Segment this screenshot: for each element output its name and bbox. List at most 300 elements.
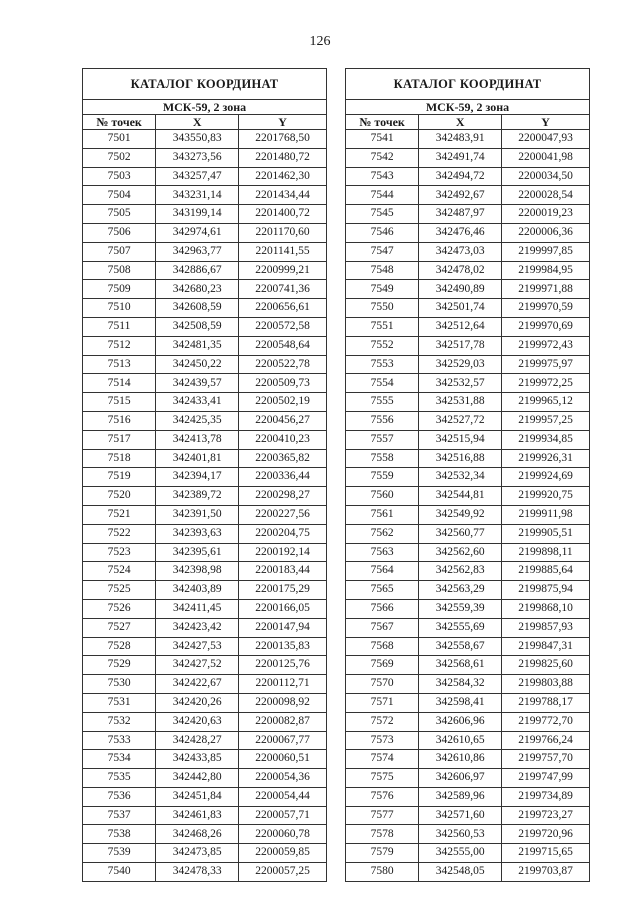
- table-row: [83, 712, 327, 731]
- y-coordinate-cell: 2201480,72: [239, 148, 327, 167]
- y-coordinate-cell: 2199868,10: [502, 599, 590, 618]
- table-row: [346, 787, 590, 806]
- y-coordinate-cell: 2200060,51: [239, 750, 327, 769]
- table-row: [346, 769, 590, 788]
- x-coordinate-cell: 342598,41: [419, 693, 502, 712]
- point-number-cell: 7570: [346, 675, 419, 694]
- y-coordinate-cell: 2200135,83: [239, 637, 327, 656]
- y-coordinate-cell: 2201400,72: [239, 205, 327, 224]
- table-row: [83, 355, 327, 374]
- x-coordinate-cell: 342420,26: [156, 693, 239, 712]
- y-coordinate-cell: 2199857,93: [502, 618, 590, 637]
- point-number-cell: 7569: [346, 656, 419, 675]
- y-coordinate-cell: 2200057,25: [239, 863, 327, 882]
- y-coordinate-cell: 2200410,23: [239, 430, 327, 449]
- y-coordinate-cell: 2200166,05: [239, 599, 327, 618]
- x-coordinate-cell: 342527,72: [419, 411, 502, 430]
- x-coordinate-cell: 342562,60: [419, 543, 502, 562]
- column-header-y: Y: [502, 115, 590, 130]
- y-coordinate-cell: 2199898,11: [502, 543, 590, 562]
- coordinate-system-zone: МСК-59, 2 зона: [346, 100, 590, 115]
- point-number-cell: 7571: [346, 693, 419, 712]
- y-coordinate-cell: 2199847,31: [502, 637, 590, 656]
- point-number-cell: 7539: [83, 844, 156, 863]
- y-coordinate-cell: 2200054,44: [239, 787, 327, 806]
- table-row: [83, 806, 327, 825]
- x-coordinate-cell: 342558,67: [419, 637, 502, 656]
- point-number-cell: 7535: [83, 769, 156, 788]
- y-coordinate-cell: 2200298,27: [239, 487, 327, 506]
- point-number-cell: 7503: [83, 167, 156, 186]
- point-number-cell: 7501: [83, 130, 156, 149]
- x-coordinate-cell: 342473,85: [156, 844, 239, 863]
- x-coordinate-cell: 342606,96: [419, 712, 502, 731]
- x-coordinate-cell: 342473,03: [419, 242, 502, 261]
- table-row: [83, 581, 327, 600]
- table-row: [346, 637, 590, 656]
- point-number-cell: 7575: [346, 769, 419, 788]
- point-number-cell: 7548: [346, 261, 419, 280]
- table-row: [83, 374, 327, 393]
- x-coordinate-cell: 342428,27: [156, 731, 239, 750]
- point-number-cell: 7534: [83, 750, 156, 769]
- y-coordinate-cell: 2199905,51: [502, 524, 590, 543]
- point-number-cell: 7551: [346, 317, 419, 336]
- y-coordinate-cell: 2200060,78: [239, 825, 327, 844]
- table-row: [346, 393, 590, 412]
- x-coordinate-cell: 342532,34: [419, 468, 502, 487]
- y-coordinate-cell: 2200054,36: [239, 769, 327, 788]
- point-number-cell: 7506: [83, 223, 156, 242]
- y-coordinate-cell: 2199885,64: [502, 562, 590, 581]
- x-coordinate-cell: 342389,72: [156, 487, 239, 506]
- point-number-cell: 7531: [83, 693, 156, 712]
- x-coordinate-cell: 342886,67: [156, 261, 239, 280]
- point-number-cell: 7547: [346, 242, 419, 261]
- catalog-title: КАТАЛОГ КООРДИНАТ: [346, 69, 590, 100]
- point-number-cell: 7522: [83, 524, 156, 543]
- point-number-cell: 7527: [83, 618, 156, 637]
- table-row: [346, 505, 590, 524]
- catalog-title: КАТАЛОГ КООРДИНАТ: [83, 69, 327, 100]
- x-coordinate-cell: 342491,74: [419, 148, 502, 167]
- y-coordinate-cell: 2200067,77: [239, 731, 327, 750]
- table-row: [346, 599, 590, 618]
- y-coordinate-cell: 2200572,58: [239, 317, 327, 336]
- y-coordinate-cell: 2200028,54: [502, 186, 590, 205]
- y-coordinate-cell: 2201768,50: [239, 130, 327, 149]
- table-row: [83, 693, 327, 712]
- point-number-cell: 7540: [83, 863, 156, 882]
- y-coordinate-cell: 2199984,95: [502, 261, 590, 280]
- point-number-cell: 7520: [83, 487, 156, 506]
- table-row: [83, 449, 327, 468]
- x-coordinate-cell: 342427,52: [156, 656, 239, 675]
- x-coordinate-cell: 342515,94: [419, 430, 502, 449]
- table-row: [83, 543, 327, 562]
- y-coordinate-cell: 2199924,69: [502, 468, 590, 487]
- table-row: [83, 562, 327, 581]
- table-row: [83, 148, 327, 167]
- table-row: [83, 186, 327, 205]
- y-coordinate-cell: 2200522,78: [239, 355, 327, 374]
- coordinate-catalog-right: [345, 68, 590, 882]
- x-coordinate-cell: 342433,41: [156, 393, 239, 412]
- x-coordinate-cell: 342451,84: [156, 787, 239, 806]
- x-coordinate-cell: 342555,00: [419, 844, 502, 863]
- x-coordinate-cell: 342439,57: [156, 374, 239, 393]
- point-number-cell: 7567: [346, 618, 419, 637]
- y-coordinate-cell: 2199875,94: [502, 581, 590, 600]
- point-number-cell: 7560: [346, 487, 419, 506]
- point-number-cell: 7562: [346, 524, 419, 543]
- point-number-cell: 7554: [346, 374, 419, 393]
- x-coordinate-cell: 342427,53: [156, 637, 239, 656]
- point-number-cell: 7543: [346, 167, 419, 186]
- point-number-cell: 7524: [83, 562, 156, 581]
- x-coordinate-cell: 342433,85: [156, 750, 239, 769]
- x-coordinate-cell: 342608,59: [156, 299, 239, 318]
- y-coordinate-cell: 2199972,43: [502, 336, 590, 355]
- point-number-cell: 7537: [83, 806, 156, 825]
- point-number-cell: 7564: [346, 562, 419, 581]
- x-coordinate-cell: 342395,61: [156, 543, 239, 562]
- y-coordinate-cell: 2200041,98: [502, 148, 590, 167]
- point-number-cell: 7519: [83, 468, 156, 487]
- table-row: [346, 656, 590, 675]
- table-row: [83, 223, 327, 242]
- point-number-cell: 7568: [346, 637, 419, 656]
- y-coordinate-cell: 2199747,99: [502, 769, 590, 788]
- table-row: [83, 863, 327, 882]
- point-number-cell: 7552: [346, 336, 419, 355]
- table-row: [346, 167, 590, 186]
- table-row: [83, 487, 327, 506]
- x-coordinate-cell: 342403,89: [156, 581, 239, 600]
- point-number-cell: 7526: [83, 599, 156, 618]
- y-coordinate-cell: 2199766,24: [502, 731, 590, 750]
- y-coordinate-cell: 2200192,14: [239, 543, 327, 562]
- x-coordinate-cell: 342468,26: [156, 825, 239, 844]
- y-coordinate-cell: 2200057,71: [239, 806, 327, 825]
- x-coordinate-cell: 342517,78: [419, 336, 502, 355]
- table-row: [346, 693, 590, 712]
- table-row: [83, 411, 327, 430]
- point-number-cell: 7538: [83, 825, 156, 844]
- x-coordinate-cell: 342501,74: [419, 299, 502, 318]
- x-coordinate-cell: 342420,63: [156, 712, 239, 731]
- x-coordinate-cell: 342461,83: [156, 806, 239, 825]
- coordinate-system-zone: МСК-59, 2 зона: [83, 100, 327, 115]
- point-number-cell: 7573: [346, 731, 419, 750]
- point-number-cell: 7563: [346, 543, 419, 562]
- y-coordinate-cell: 2200456,27: [239, 411, 327, 430]
- table-row: [346, 336, 590, 355]
- table-row: [83, 825, 327, 844]
- y-coordinate-cell: 2200082,87: [239, 712, 327, 731]
- x-coordinate-cell: 342560,53: [419, 825, 502, 844]
- point-number-cell: 7505: [83, 205, 156, 224]
- table-row: [346, 618, 590, 637]
- table-row: [346, 280, 590, 299]
- y-coordinate-cell: 2201141,55: [239, 242, 327, 261]
- x-coordinate-cell: 342393,63: [156, 524, 239, 543]
- point-number-cell: 7523: [83, 543, 156, 562]
- point-number-cell: 7514: [83, 374, 156, 393]
- table-row: [346, 261, 590, 280]
- y-coordinate-cell: 2199911,98: [502, 505, 590, 524]
- y-coordinate-cell: 2199825,60: [502, 656, 590, 675]
- x-coordinate-cell: 342401,81: [156, 449, 239, 468]
- table-row: [346, 731, 590, 750]
- point-number-cell: 7532: [83, 712, 156, 731]
- coordinate-catalog-left: [82, 68, 327, 882]
- x-coordinate-cell: 342563,29: [419, 581, 502, 600]
- point-number-cell: 7572: [346, 712, 419, 731]
- point-number-cell: 7521: [83, 505, 156, 524]
- table-row: [83, 205, 327, 224]
- table-row: [83, 656, 327, 675]
- table-row: [83, 750, 327, 769]
- y-coordinate-cell: 2199723,27: [502, 806, 590, 825]
- x-coordinate-cell: 342568,61: [419, 656, 502, 675]
- point-number-cell: 7580: [346, 863, 419, 882]
- x-coordinate-cell: 342555,69: [419, 618, 502, 637]
- y-coordinate-cell: 2200365,82: [239, 449, 327, 468]
- table-row: [346, 205, 590, 224]
- x-coordinate-cell: 342548,05: [419, 863, 502, 882]
- table-row: [83, 468, 327, 487]
- y-coordinate-cell: 2199957,25: [502, 411, 590, 430]
- x-coordinate-cell: 342610,65: [419, 731, 502, 750]
- y-coordinate-cell: 2200098,92: [239, 693, 327, 712]
- table-row: [346, 148, 590, 167]
- table-row: [83, 787, 327, 806]
- table-row: [83, 675, 327, 694]
- table-row: [346, 355, 590, 374]
- point-number-cell: 7542: [346, 148, 419, 167]
- table-row: [346, 411, 590, 430]
- x-coordinate-cell: 342606,97: [419, 769, 502, 788]
- x-coordinate-cell: 342529,03: [419, 355, 502, 374]
- y-coordinate-cell: 2200548,64: [239, 336, 327, 355]
- table-row: [83, 430, 327, 449]
- x-coordinate-cell: 342442,80: [156, 769, 239, 788]
- table-row: [83, 769, 327, 788]
- y-coordinate-cell: 2200502,19: [239, 393, 327, 412]
- table-row: [346, 374, 590, 393]
- table-row: [83, 637, 327, 656]
- point-number-cell: 7550: [346, 299, 419, 318]
- table-row: [346, 430, 590, 449]
- table-row: [346, 299, 590, 318]
- x-coordinate-cell: 342532,57: [419, 374, 502, 393]
- point-number-cell: 7536: [83, 787, 156, 806]
- table-row: [83, 505, 327, 524]
- point-number-cell: 7561: [346, 505, 419, 524]
- y-coordinate-cell: 2199934,85: [502, 430, 590, 449]
- point-number-cell: 7530: [83, 675, 156, 694]
- y-coordinate-cell: 2200125,76: [239, 656, 327, 675]
- x-coordinate-cell: 342544,81: [419, 487, 502, 506]
- point-number-cell: 7555: [346, 393, 419, 412]
- point-number-cell: 7577: [346, 806, 419, 825]
- point-number-cell: 7553: [346, 355, 419, 374]
- x-coordinate-cell: 342589,96: [419, 787, 502, 806]
- table-row: [83, 336, 327, 355]
- point-number-cell: 7574: [346, 750, 419, 769]
- column-header-x: X: [156, 115, 239, 130]
- x-coordinate-cell: 342512,64: [419, 317, 502, 336]
- x-coordinate-cell: 342483,91: [419, 130, 502, 149]
- x-coordinate-cell: 343231,14: [156, 186, 239, 205]
- x-coordinate-cell: 342394,17: [156, 468, 239, 487]
- point-number-cell: 7565: [346, 581, 419, 600]
- table-row: [83, 731, 327, 750]
- point-number-cell: 7545: [346, 205, 419, 224]
- x-coordinate-cell: 342391,50: [156, 505, 239, 524]
- point-number-cell: 7509: [83, 280, 156, 299]
- x-coordinate-cell: 342423,42: [156, 618, 239, 637]
- table-row: [83, 242, 327, 261]
- point-number-cell: 7513: [83, 355, 156, 374]
- x-coordinate-cell: 343257,47: [156, 167, 239, 186]
- table-row: [83, 393, 327, 412]
- x-coordinate-cell: 342481,35: [156, 336, 239, 355]
- table-row: [83, 599, 327, 618]
- table-row: [346, 130, 590, 149]
- y-coordinate-cell: 2199970,69: [502, 317, 590, 336]
- x-coordinate-cell: 343273,56: [156, 148, 239, 167]
- y-coordinate-cell: 2199720,96: [502, 825, 590, 844]
- table-row: [346, 524, 590, 543]
- table-row: [83, 618, 327, 637]
- table-row: [346, 317, 590, 336]
- table-row: [346, 562, 590, 581]
- point-number-cell: 7544: [346, 186, 419, 205]
- x-coordinate-cell: 343199,14: [156, 205, 239, 224]
- y-coordinate-cell: 2199920,75: [502, 487, 590, 506]
- y-coordinate-cell: 2200006,36: [502, 223, 590, 242]
- table-row: [83, 844, 327, 863]
- point-number-cell: 7511: [83, 317, 156, 336]
- y-coordinate-cell: 2199703,87: [502, 863, 590, 882]
- y-coordinate-cell: 2200509,73: [239, 374, 327, 393]
- column-header-x: X: [419, 115, 502, 130]
- x-coordinate-cell: 342584,32: [419, 675, 502, 694]
- x-coordinate-cell: 342559,39: [419, 599, 502, 618]
- y-coordinate-cell: 2200656,61: [239, 299, 327, 318]
- point-number-cell: 7579: [346, 844, 419, 863]
- x-coordinate-cell: 342487,97: [419, 205, 502, 224]
- x-coordinate-cell: 342411,45: [156, 599, 239, 618]
- table-row: [346, 186, 590, 205]
- x-coordinate-cell: 342425,35: [156, 411, 239, 430]
- y-coordinate-cell: 2200336,44: [239, 468, 327, 487]
- x-coordinate-cell: 342476,46: [419, 223, 502, 242]
- y-coordinate-cell: 2199757,70: [502, 750, 590, 769]
- table-row: [346, 806, 590, 825]
- table-row: [83, 261, 327, 280]
- x-coordinate-cell: 342422,67: [156, 675, 239, 694]
- table-row: [346, 468, 590, 487]
- y-coordinate-cell: 2199715,65: [502, 844, 590, 863]
- y-coordinate-cell: 2201462,30: [239, 167, 327, 186]
- y-coordinate-cell: 2200175,29: [239, 581, 327, 600]
- table-row: [346, 581, 590, 600]
- table-row: [346, 543, 590, 562]
- table-row: [346, 750, 590, 769]
- table-row: [346, 223, 590, 242]
- point-number-cell: 7517: [83, 430, 156, 449]
- x-coordinate-cell: 342478,33: [156, 863, 239, 882]
- point-number-cell: 7541: [346, 130, 419, 149]
- point-number-cell: 7504: [83, 186, 156, 205]
- point-number-cell: 7515: [83, 393, 156, 412]
- point-number-cell: 7512: [83, 336, 156, 355]
- point-number-cell: 7507: [83, 242, 156, 261]
- x-coordinate-cell: 342398,98: [156, 562, 239, 581]
- x-coordinate-cell: 342413,78: [156, 430, 239, 449]
- x-coordinate-cell: 342478,02: [419, 261, 502, 280]
- x-coordinate-cell: 342531,88: [419, 393, 502, 412]
- y-coordinate-cell: 2199788,17: [502, 693, 590, 712]
- y-coordinate-cell: 2199926,31: [502, 449, 590, 468]
- table-row: [346, 242, 590, 261]
- y-coordinate-cell: 2199971,88: [502, 280, 590, 299]
- table-row: [346, 449, 590, 468]
- y-coordinate-cell: 2199772,70: [502, 712, 590, 731]
- y-coordinate-cell: 2199972,25: [502, 374, 590, 393]
- point-number-cell: 7516: [83, 411, 156, 430]
- table-row: [346, 844, 590, 863]
- y-coordinate-cell: 2199734,89: [502, 787, 590, 806]
- x-coordinate-cell: 342610,86: [419, 750, 502, 769]
- table-row: [346, 675, 590, 694]
- y-coordinate-cell: 2200019,23: [502, 205, 590, 224]
- y-coordinate-cell: 2199975,97: [502, 355, 590, 374]
- table-row: [346, 712, 590, 731]
- point-number-cell: 7566: [346, 599, 419, 618]
- x-coordinate-cell: 342974,61: [156, 223, 239, 242]
- table-row: [83, 317, 327, 336]
- x-coordinate-cell: 342963,77: [156, 242, 239, 261]
- y-coordinate-cell: 2201434,44: [239, 186, 327, 205]
- table-row: [346, 487, 590, 506]
- x-coordinate-cell: 342508,59: [156, 317, 239, 336]
- point-number-cell: 7518: [83, 449, 156, 468]
- y-coordinate-cell: 2200183,44: [239, 562, 327, 581]
- table-row: [83, 167, 327, 186]
- y-coordinate-cell: 2199997,85: [502, 242, 590, 261]
- x-coordinate-cell: 342549,92: [419, 505, 502, 524]
- point-number-cell: 7557: [346, 430, 419, 449]
- y-coordinate-cell: 2200059,85: [239, 844, 327, 863]
- table-row: [83, 299, 327, 318]
- table-row: [83, 130, 327, 149]
- point-number-cell: 7546: [346, 223, 419, 242]
- y-coordinate-cell: 2199970,59: [502, 299, 590, 318]
- table-row: [83, 280, 327, 299]
- x-coordinate-cell: 342490,89: [419, 280, 502, 299]
- table-row: [346, 825, 590, 844]
- point-number-cell: 7508: [83, 261, 156, 280]
- y-coordinate-cell: 2201170,60: [239, 223, 327, 242]
- column-header-point-number: № точек: [83, 115, 156, 130]
- point-number-cell: 7558: [346, 449, 419, 468]
- x-coordinate-cell: 342571,60: [419, 806, 502, 825]
- point-number-cell: 7502: [83, 148, 156, 167]
